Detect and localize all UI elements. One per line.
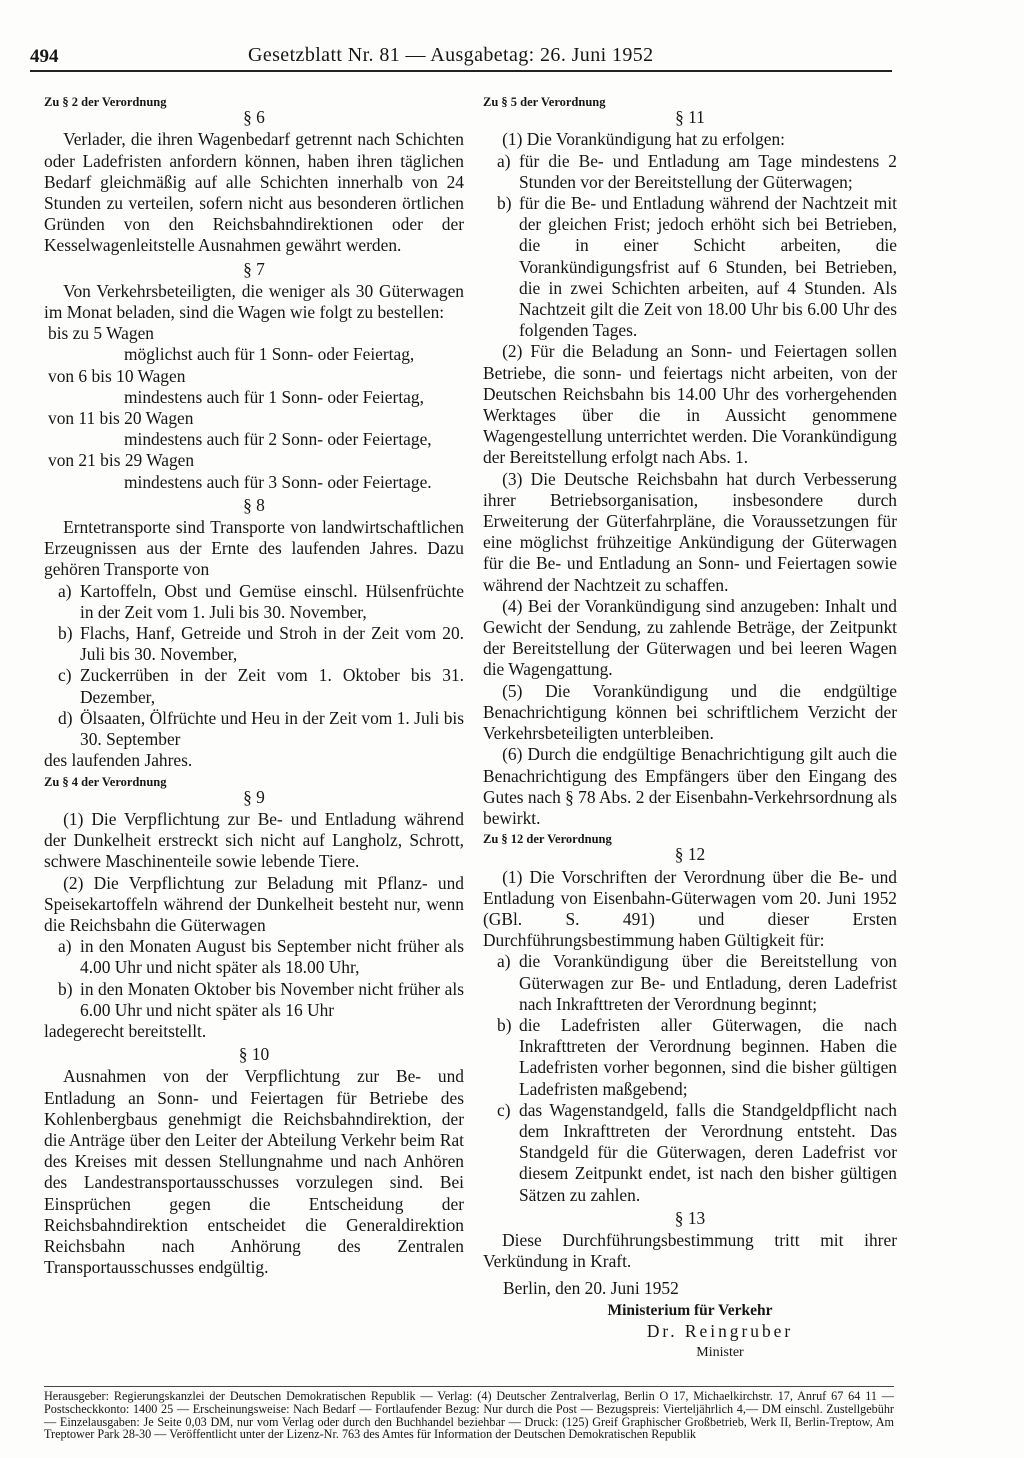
wagon-range: von 6 bis 10 Wagen [48, 365, 186, 386]
list-text: für die Be- und Entladung am Tage mindestens 2 Stunden vor der Bereitstellung der Güterwagen; [519, 150, 897, 192]
wagon-row [44, 323, 464, 365]
list-label: d) [58, 707, 73, 728]
paragraph: Diese Durchführungsbestimmung tritt mit ihrer Verkündung in Kraft. [483, 1229, 897, 1272]
list-label: a) [58, 580, 72, 601]
list [483, 951, 897, 1205]
right-column [483, 92, 897, 1363]
list-label: b) [497, 1014, 512, 1035]
section-heading: § 12 [674, 844, 706, 865]
section-heading: § 7 [243, 258, 265, 279]
paragraph: Verlader, die ihren Wagenbedarf getrennt nach Schichten oder Ladefristen anfordern können, haben ihren täglichen Bedarf gleichmäßig auf alle Schichten innerhalb von 24 Stunden zu verteilen, sofern nicht aus besonderen örtlichen Gründen von den Reichsbahndirektionen oder der Kesselwagenleitstelle Ausnahmen gewährt werden. [44, 129, 464, 256]
list-text: Kartoffeln, Obst und Gemüse einschl. Hülsenfrüchte in der Zeit vom 1. Juli bis 30. November, [80, 580, 464, 622]
wagon-requirement: mindestens auch für 1 Sonn- oder Feiertag, [124, 386, 424, 407]
paragraph: Erntetransporte sind Transporte von landwirtschaftlichen Erzeugnissen aus der Ernte des laufenden Jahres. Dazu gehören Transporte von [44, 517, 464, 580]
list [44, 581, 464, 751]
ministry-name: Ministerium für Verkehr [607, 1301, 773, 1319]
list-text: Flachs, Hanf, Getreide und Stroh in der Zeit vom 20. Juli bis 30. November, [80, 623, 464, 665]
section-heading: § 11 [675, 107, 705, 128]
wagon-range: von 11 bis 20 Wagen [48, 408, 194, 429]
paragraph: ladegerecht bereitstellt. [44, 1020, 207, 1041]
list-label: b) [497, 193, 512, 214]
list [483, 151, 897, 342]
list-text: die Vorankündigung über die Bereitstellung von Güterwagen zur Be- und Entladung, deren Ladefrist nach Inkrafttreten der Verordnung beginnt; [519, 951, 897, 1014]
section-reference: Zu § 5 der Verordnung [483, 95, 606, 109]
paragraph: Von Verkehrsbeteiligten, die weniger als 30 Güterwagen im Monat beladen, sind die Wagen wie folgt zu bestellen: [44, 280, 464, 323]
wagon-requirement: möglichst auch für 1 Sonn- oder Feiertag, [124, 344, 415, 365]
section-reference: Zu § 4 der Verordnung [44, 774, 167, 789]
signer-name: Dr. Reingruber [646, 1320, 794, 1341]
wagon-requirement: mindestens auch für 2 Sonn- oder Feiertage, [124, 429, 432, 450]
paragraph: (1) Die Verpflichtung zur Be- und Entladung während der Dunkelheit erstreckt sich nicht auf Langholz, Schrott, schwere Maschinenteile sowie lebende Tiere. [44, 808, 464, 872]
paragraph: des laufenden Jahres. [44, 750, 193, 771]
list-item [483, 1015, 897, 1100]
list-label: c) [58, 665, 72, 686]
page-header [30, 40, 892, 72]
section-heading: § 13 [674, 1207, 706, 1228]
wagon-requirement: mindestens auch für 3 Sonn- oder Feiertage. [124, 471, 432, 492]
paragraph: (2) Für die Beladung an Sonn- und Feiertagen sollen Betriebe, die sonn- und feiertags nicht arbeiten, von der Deutschen Reichsbahn bis 14.00 Uhr des vorhergehenden Werktages über die in Aussicht genommene Wagengestellung unterrichtet werden. Die Vorankündigung der Bereitstellung erfolgt nach Abs. 1. [483, 341, 897, 468]
list-text: in den Monaten Oktober bis November nicht früher als 6.00 Uhr und nicht später als 16 Uhr [80, 978, 464, 1020]
paragraph: (6) Durch die endgültige Benachrichtigung gilt auch die Benachrichtigung des Empfängers über den Eingang des Gutes nach § 78 Abs. 2 der Eisenbahn-Verkehrsordnung als bewirkt. [483, 744, 897, 828]
list-item [44, 936, 464, 978]
paragraph: (4) Bei der Vorankündigung sind anzugeben: Inhalt und Gewicht der Sendung, zu zahlende Beträge, der Zeitpunkt der Bereitstellung der Güterwagen und bei leeren Wagen die Wagengattung. [483, 595, 897, 680]
list-item [483, 193, 897, 341]
list-text: die Ladefristen aller Güterwagen, die nach Inkrafttreten der Verordnung beginnen. Haben die Ladefristen vorher begonnen, sind die bisher gültigen Ladefristen maßgebend; [519, 1014, 897, 1099]
page-number: 494 [30, 46, 59, 67]
list-label: a) [497, 150, 511, 171]
list-item [483, 951, 897, 1015]
list-item [483, 1100, 897, 1206]
list-text: für die Be- und Entladung während der Nachtzeit mit der gleichen Frist; jedoch erhöht sich bei Betrieben, die in einer Schicht arbeiten, die Vorankündigungsfrist auf 6 Stunden, bei Betrieben, die in zwei Schichten arbeiten, auf 4 Stunden. Als Nachtzeit gilt die Zeit von 18.00 Uhr bis 6.00 Uhr des folgenden Tages. [519, 193, 897, 341]
list-label: b) [58, 623, 73, 644]
left-column [44, 92, 464, 1278]
list [44, 936, 464, 1021]
list-item [44, 581, 464, 623]
gazette-title: Gesetzblatt Nr. 81 — Ausgabetag: 26. Juni 1952 [248, 44, 654, 66]
list-item [44, 979, 464, 1021]
list-item [44, 665, 464, 707]
wagon-row [44, 408, 464, 450]
paragraph: (5) Die Vorankündigung und die endgültige Benachrichtigung können bei schriftlichem Verzicht der Verkehrsbeteiligten unterbleiben. [483, 680, 897, 744]
publisher-footer: Herausgeber: Regierungskanzlei der Deutschen Demokratischen Republik — Verlag: (4) Deutscher Zentralverlag, Berlin O 17, Michaelkirchstr. 17, Anruf 67 64 11 — Postscheckkonto: 1400 25 — Erscheinungsweise: Nach Bedarf — Fortlaufender Bezug: Nur durch die Post — Bezugspreis: Vierteljährlich 4,— DM einschl. Zustellgebühr — Einzelausgaben: Je Seite 0,03 DM, nur vom Verlag oder durch den Buchhandel beziehbar — Druck: (125) Greif Graphischer Großbetrieb, Werk II, Berlin-Treptow, Am Treptower Park 28-30 — Veröffentlicht unter der Lizenz-Nr. 763 des Amtes für Information der Deutschen Demokratischen Republik [44, 1386, 894, 1441]
list-text: das Wagenstandgeld, falls die Standgeldpflicht nach dem Inkrafttreten der Verordnung entsteht. Das Standgeld für die Güterwagen, deren Ladefrist vor diesem Zeitpunkt endet, ist nach den bisher gültigen Sätzen zu zahlen. [519, 1099, 897, 1205]
list-label: a) [58, 936, 72, 957]
wagon-range: bis zu 5 Wagen [48, 323, 154, 344]
list-item [44, 623, 464, 665]
paragraph: Ausnahmen von der Verpflichtung zur Be- und Entladung an Sonn- und Feiertagen für Betriebe des Kohlenbergbaus genehmigt die Reichsbahndirektion, der die Anträge über den Leiter der Abteilung Verkehr beim Rat des Kreises mit dessen Stellungnahme und nach Anhören des Landestransportausschusses vorzulegen sind. Bei Einsprüchen gegen die Entscheidung der Reichsbahndirektion entscheidet die Generaldirektion Reichsbahn nach Anhörung des Zentralen Transportausschusses endgültig. [44, 1066, 464, 1278]
list-label: b) [58, 978, 73, 999]
list-text: Ölsaaten, Ölfrüchte und Heu in der Zeit vom 1. Juli bis 30. September [80, 707, 464, 750]
list-text: in den Monaten August bis September nicht früher als 4.00 Uhr und nicht später als 18.00 Uhr, [80, 936, 464, 978]
paragraph: (1) Die Vorankündigung hat zu erfolgen: [502, 129, 785, 150]
signer-title: Minister [696, 1344, 744, 1360]
paragraph: (2) Die Verpflichtung zur Beladung mit Pflanz- und Speisekartoffeln während der Dunkelheit besteht nur, wenn die Reichsbahn die Güterwagen [44, 872, 464, 935]
section-heading: § 9 [243, 786, 265, 807]
list-label: c) [497, 1099, 511, 1120]
section-heading: § 8 [243, 494, 265, 515]
list-text: Zuckerrüben in der Zeit vom 1. Oktober bis 31. Dezember, [80, 665, 464, 707]
paragraph: (3) Die Deutsche Reichsbahn hat durch Verbesserung ihrer Betriebsorganisation, insbesondere durch Erweiterung der Güterfahrpläne, die Voraussetzungen für eine möglichst frühzeitige Ankündigung der Güterwagen für die Be- und Entladung an Sonn- und Feiertagen sowie während der Nachtzeit zu schaffen. [483, 468, 897, 595]
list-item [44, 708, 464, 750]
section-reference: Zu § 2 der Verordnung [44, 95, 167, 109]
section-heading: § 6 [243, 107, 265, 128]
place-date: Berlin, den 20. Juni 1952 [503, 1278, 679, 1299]
section-heading: § 10 [238, 1044, 270, 1065]
section-reference: Zu § 12 der Verordnung [483, 832, 612, 847]
wagon-row [44, 450, 464, 492]
paragraph: (1) Die Vorschriften der Verordnung über die Be- und Entladung von Eisenbahn-Güterwagen vom 20. Juni 1952 (GBl. S. 491) und dieser Ersten Durchführungsbestimmung haben Gültigkeit für: [483, 866, 897, 951]
wagon-range: von 21 bis 29 Wagen [48, 450, 195, 471]
list-label: a) [497, 951, 511, 972]
wagon-row [44, 366, 464, 408]
list-item [483, 151, 897, 193]
